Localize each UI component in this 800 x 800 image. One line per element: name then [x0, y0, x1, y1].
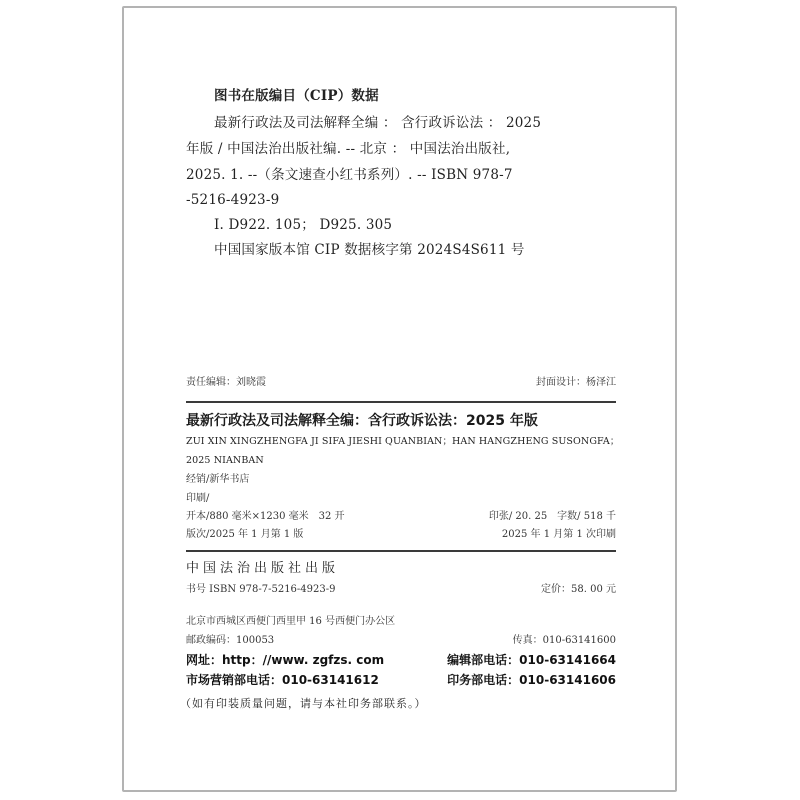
book-pinyin-line-2: 2025 NIANBAN [186, 455, 264, 466]
quality-note: （如有印装质量问题，请与本社印务部联系。） [180, 697, 427, 710]
edition: 版次/2025 年 1 月第 1 版 [186, 529, 304, 540]
cip-line-1: 最新行政法及司法解释全编 ： 含行政诉讼法 ： 2025 [214, 115, 542, 131]
responsible-editor: 责任编辑：刘晓霞 [186, 377, 266, 388]
printer: 印刷/ [186, 493, 210, 504]
printing: 2025 年 1 月第 1 次印刷 [501, 529, 616, 540]
website: 网址：http：//www. zgfzs. com [186, 653, 385, 667]
isbn: 书号 ISBN 978-7-5216-4923-9 [186, 584, 336, 595]
divider-top [186, 401, 616, 403]
distributor: 经销/新华书店 [186, 474, 250, 485]
divider-bottom [186, 550, 616, 552]
book-pinyin-line-1: ZUI XIN XINGZHENGFA JI SIFA JIESHI QUANBIAN；HAN HANGZHENG SUSONGFA； [186, 436, 620, 447]
book-title: 最新行政法及司法解释全编：含行政诉讼法：2025 年版 [186, 413, 538, 429]
format: 开本/880 毫米×1230 毫米 32 开 [186, 511, 345, 522]
cip-line-2: 年版 / 中国法治出版社编. -- 北京 ： 中国法治出版社, [186, 141, 511, 157]
sheets-words: 印张/ 20. 25 字数/ 518 千 [488, 511, 616, 522]
cip-line-4: -5216-4923-9 [186, 192, 280, 208]
price: 定价：58. 00 元 [541, 584, 616, 595]
cip-line-3: 2025. 1. --（条文速查小红书系列）. -- ISBN 978-7 [186, 167, 513, 183]
cover-designer: 封面设计：杨泽江 [536, 377, 616, 388]
editorial-phone: 编辑部电话：010-63141664 [447, 653, 616, 667]
postcode: 邮政编码：100053 [186, 635, 275, 646]
fax: 传真：010-63141600 [512, 635, 616, 646]
publisher-name: 中国法治出版社出版 [186, 561, 340, 576]
marketing-phone: 市场营销部电话：010-63141612 [186, 673, 379, 687]
cip-number: 中国国家版本馆 CIP 数据核字第 2024S4S611 号 [214, 242, 525, 258]
printing-phone: 印务部电话：010-63141606 [447, 673, 616, 687]
cip-heading: 图书在版编目（CIP）数据 [214, 88, 379, 104]
cip-classification: Ⅰ. D922. 105； D925. 305 [214, 217, 393, 233]
address: 北京市西城区西便门西里甲 16 号西便门办公区 [186, 616, 396, 627]
